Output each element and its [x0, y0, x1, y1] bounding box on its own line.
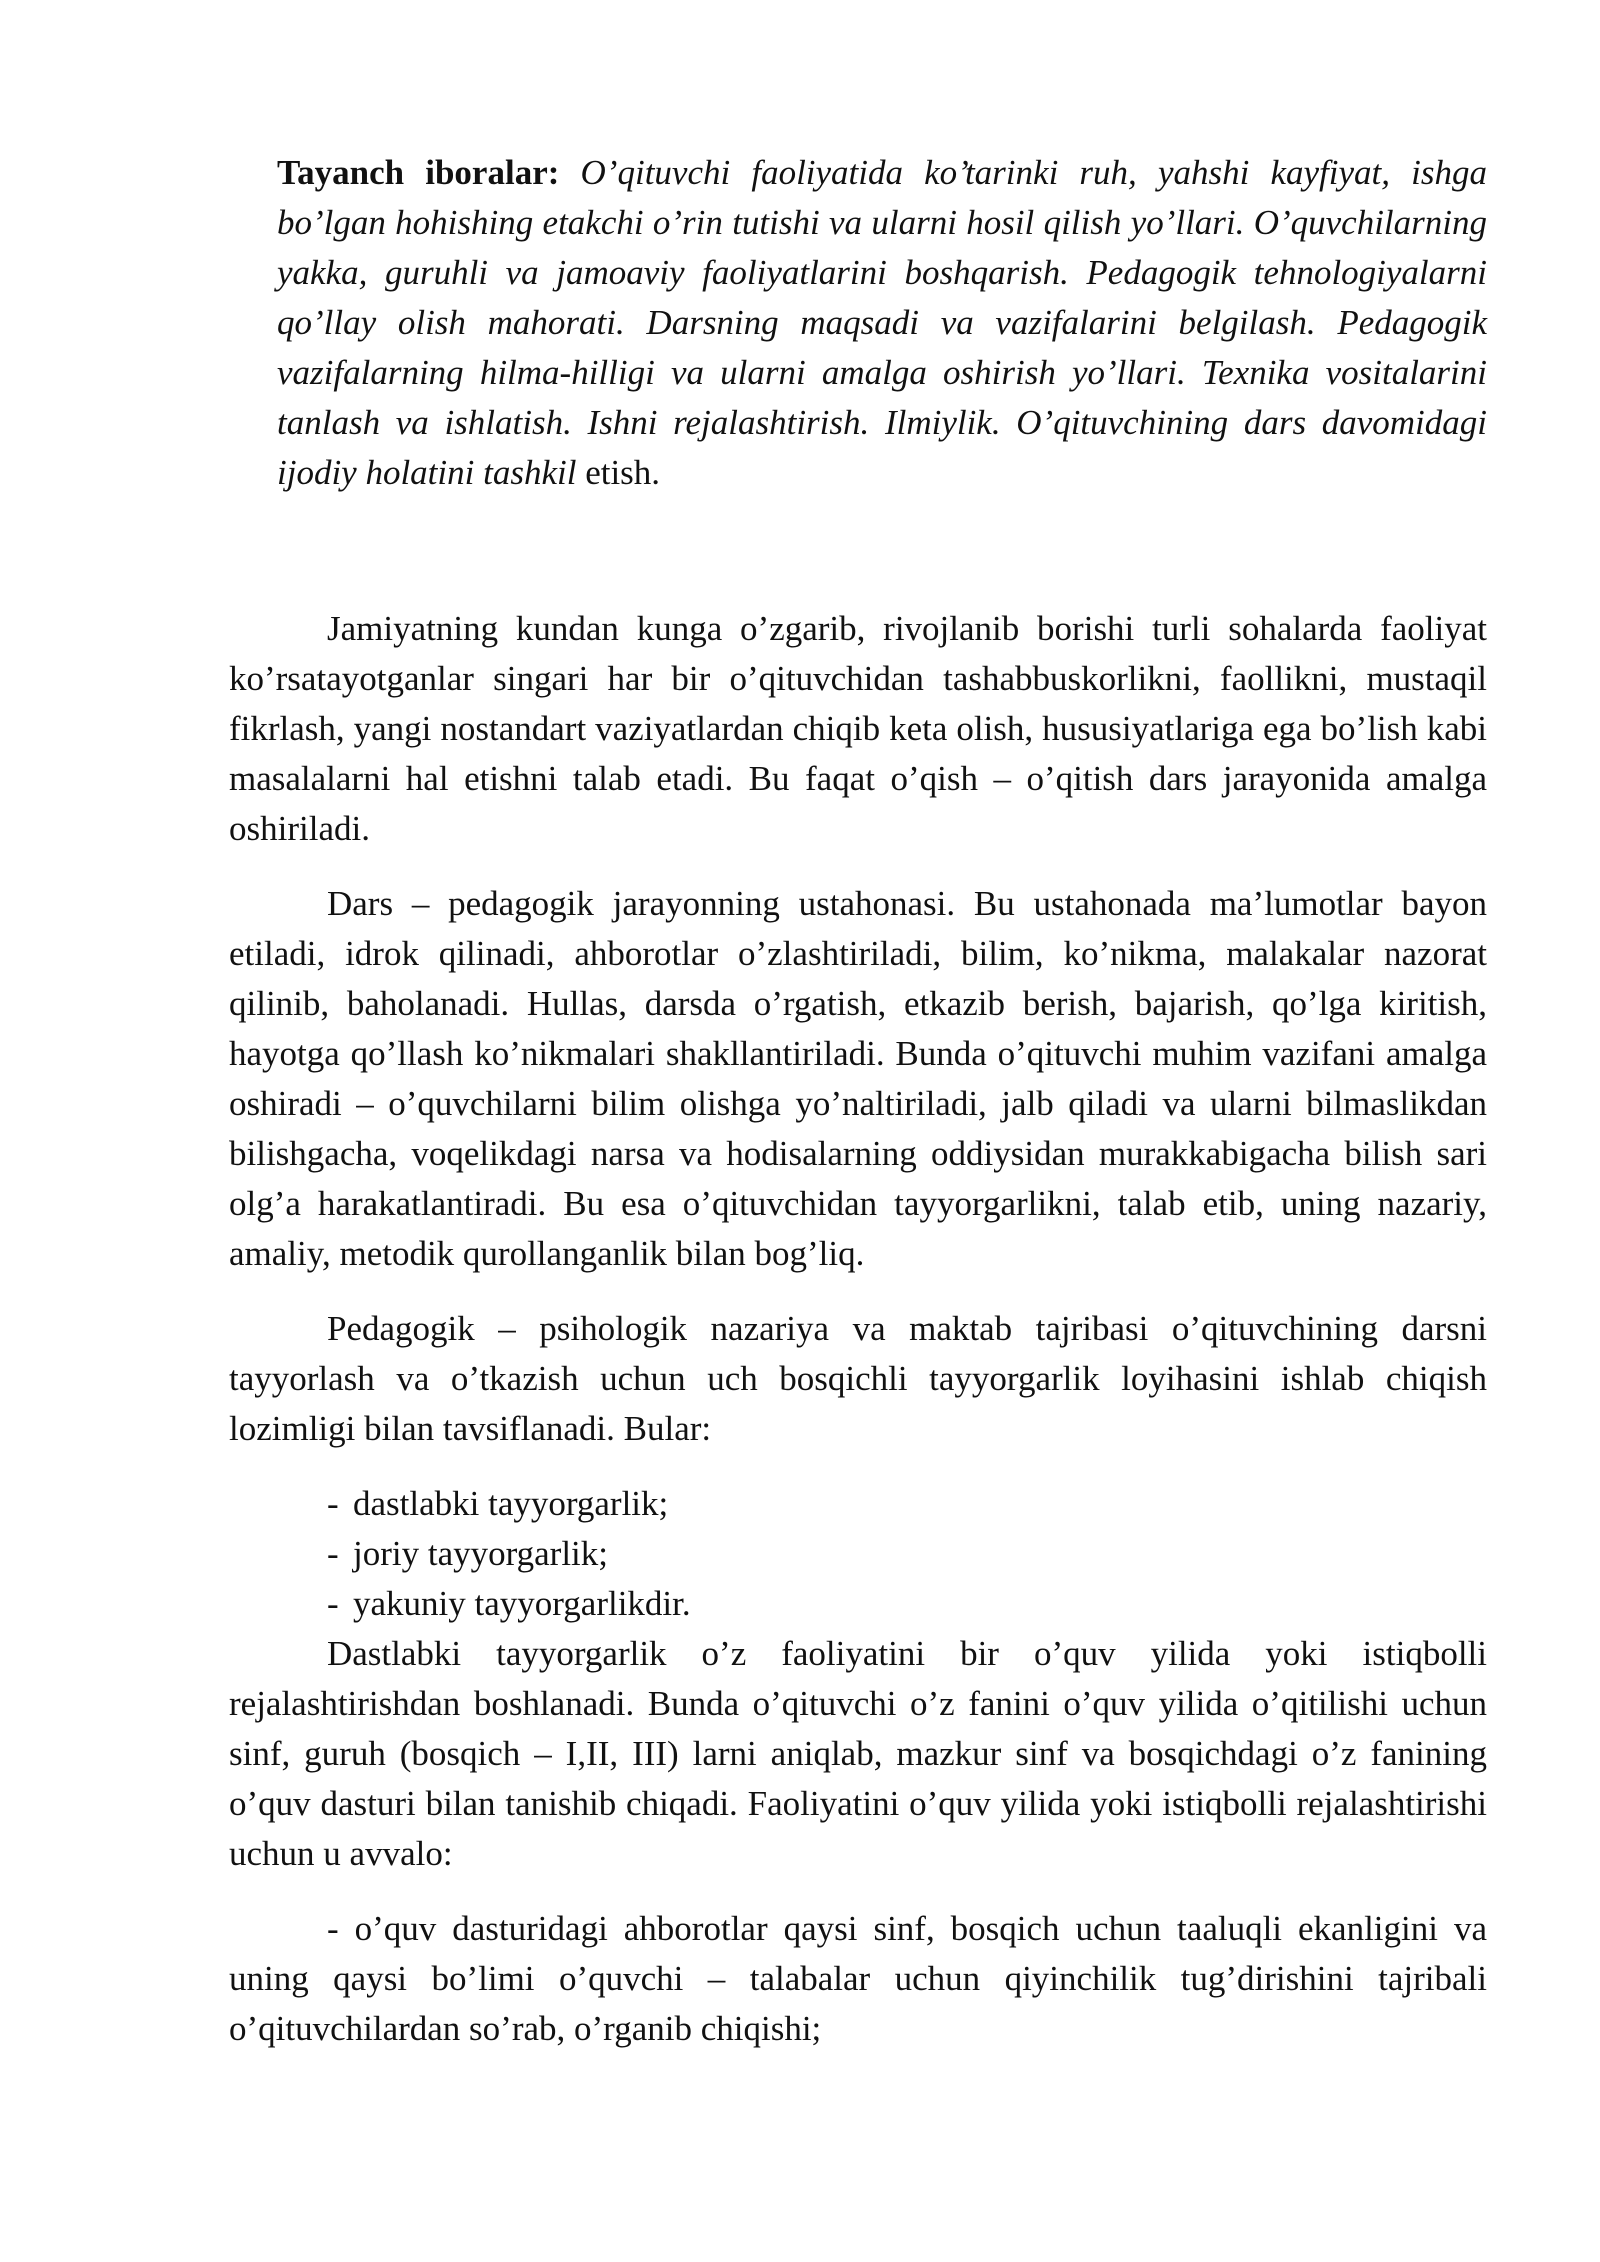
keywords-block: [277, 148, 1487, 498]
list-item-text: yakuniy tayyorgarlikdir.: [353, 1584, 691, 1623]
keywords-tail: etish.: [576, 453, 661, 492]
paragraph-5: - o’quv dasturidagi ahborotlar qaysi sinf, bosqich uchun taaluqli ekanligini va uning qaysi bo’limi o’quvchi – talabalar uchun qiyinchilik tug’dirishini tajribali o’qituvchilardan so’rab, o’rganib chiqishi;: [229, 1909, 1487, 2048]
paragraph-4: Dastlabki tayyorgarlik o’z faoliyatini bir o’quv yilida yoki istiqbolli rejalashtirishdan boshlanadi. Bunda o’qituvchi o’z fanini o’quv yilida o’qitilishi uchun sinf, guruh (bosqich – I,II, III) larni aniqlab, mazkur sinf va bosqichdagi o’z fanining o’quv dasturi bilan tanishib chiqadi. Faoliyatini o’quv yilida yoki istiqbolli rejalashtirishi uchun u avvalo:: [229, 1634, 1487, 1873]
list-dash: -: [327, 1484, 339, 1523]
list-item-text: joriy tayyorgarlik;: [353, 1534, 608, 1573]
keywords-text: O’qituvchi faoliyatida ko’tarinki ruh, yahshi kayfiyat, ishga bo’lgan hohishing etakchi o’rin tutishi va ularni hosil qilish yo’llari. O’quvchilarning yakka, guruhli va jamoaviy faoliyatlarini boshqarish. Pedagogik tehnologiyalarni qo’llay olish mahorati. Darsning maqsadi va vazifalarini belgilash. Pedagogik vazifalarning hilma-hilligi va ularni amalga oshirish yo’llari. Texnika vositalarini tanlash va ishlatish. Ishni rejalashtirish. Ilmiylik. O’qituvchining dars davomidagi ijodiy holatini tashkil: [277, 153, 1487, 492]
keywords-label: Tayanch iboralar:: [277, 153, 560, 192]
list-item: [327, 1479, 1487, 1529]
paragraph-2: Dars – pedagogik jarayonning ustahonasi. Bu ustahonada ma’lumotlar bayon etiladi, idrok qilinadi, ahborotlar o’zlashtiriladi, bilim, ko’nikma, malakalar nazorat qilinib, baholanadi. Hullas, darsda o’rgatish, etkazib berish, bajarish, qo’lga kiritish, hayotga qo’llash ko’nikmalari shakllantiriladi. Bunda o’qituvchi muhim vazifani amalga oshiradi – o’quvchilarni bilim olishga yo’naltiriladi, jalb qiladi va ularni bilmaslikdan bilishgacha, voqelikdagi narsa va hodisalarning oddiysidan murakkabigacha bilish sari olg’a harakatlantiradi. Bu esa o’qituvchidan tayyorgarlikni, talab etib, uning nazariy, amaliy, metodik qurollanganlik bilan bog’liq.: [229, 884, 1487, 1273]
paragraph-3: Pedagogik – psihologik nazariya va maktab tajribasi o’qituvchining darsni tayyorlash va o’tkazish uchun uch bosqichli tayyorgarlik loyihasini ishlab chiqish lozimligi bilan tavsiflanadi. Bular:: [229, 1309, 1487, 1448]
list-dash: -: [327, 1584, 339, 1623]
list-dash: -: [327, 1534, 339, 1573]
body-text: [229, 604, 1487, 2079]
paragraph-1: Jamiyatning kundan kunga o’zgarib, rivojlanib borishi turli sohalarda faoliyat ko’rsatayotganlar singari har bir o’qituvchidan tashabbuskorlikni, faollikni, mustaqil fikrlash, yangi nostandart vaziyatlardan chiqib keta olish, hususiyatlariga ega bo’lish kabi masalalarni hal etishni talab etadi. Bu faqat o’qish – o’qitish dars jarayonida amalga oshiriladi.: [229, 609, 1487, 848]
list-item: [327, 1529, 1487, 1579]
preparation-list: [229, 1479, 1487, 1629]
list-item: [327, 1579, 1487, 1629]
list-item-text: dastlabki tayyorgarlik;: [353, 1484, 669, 1523]
